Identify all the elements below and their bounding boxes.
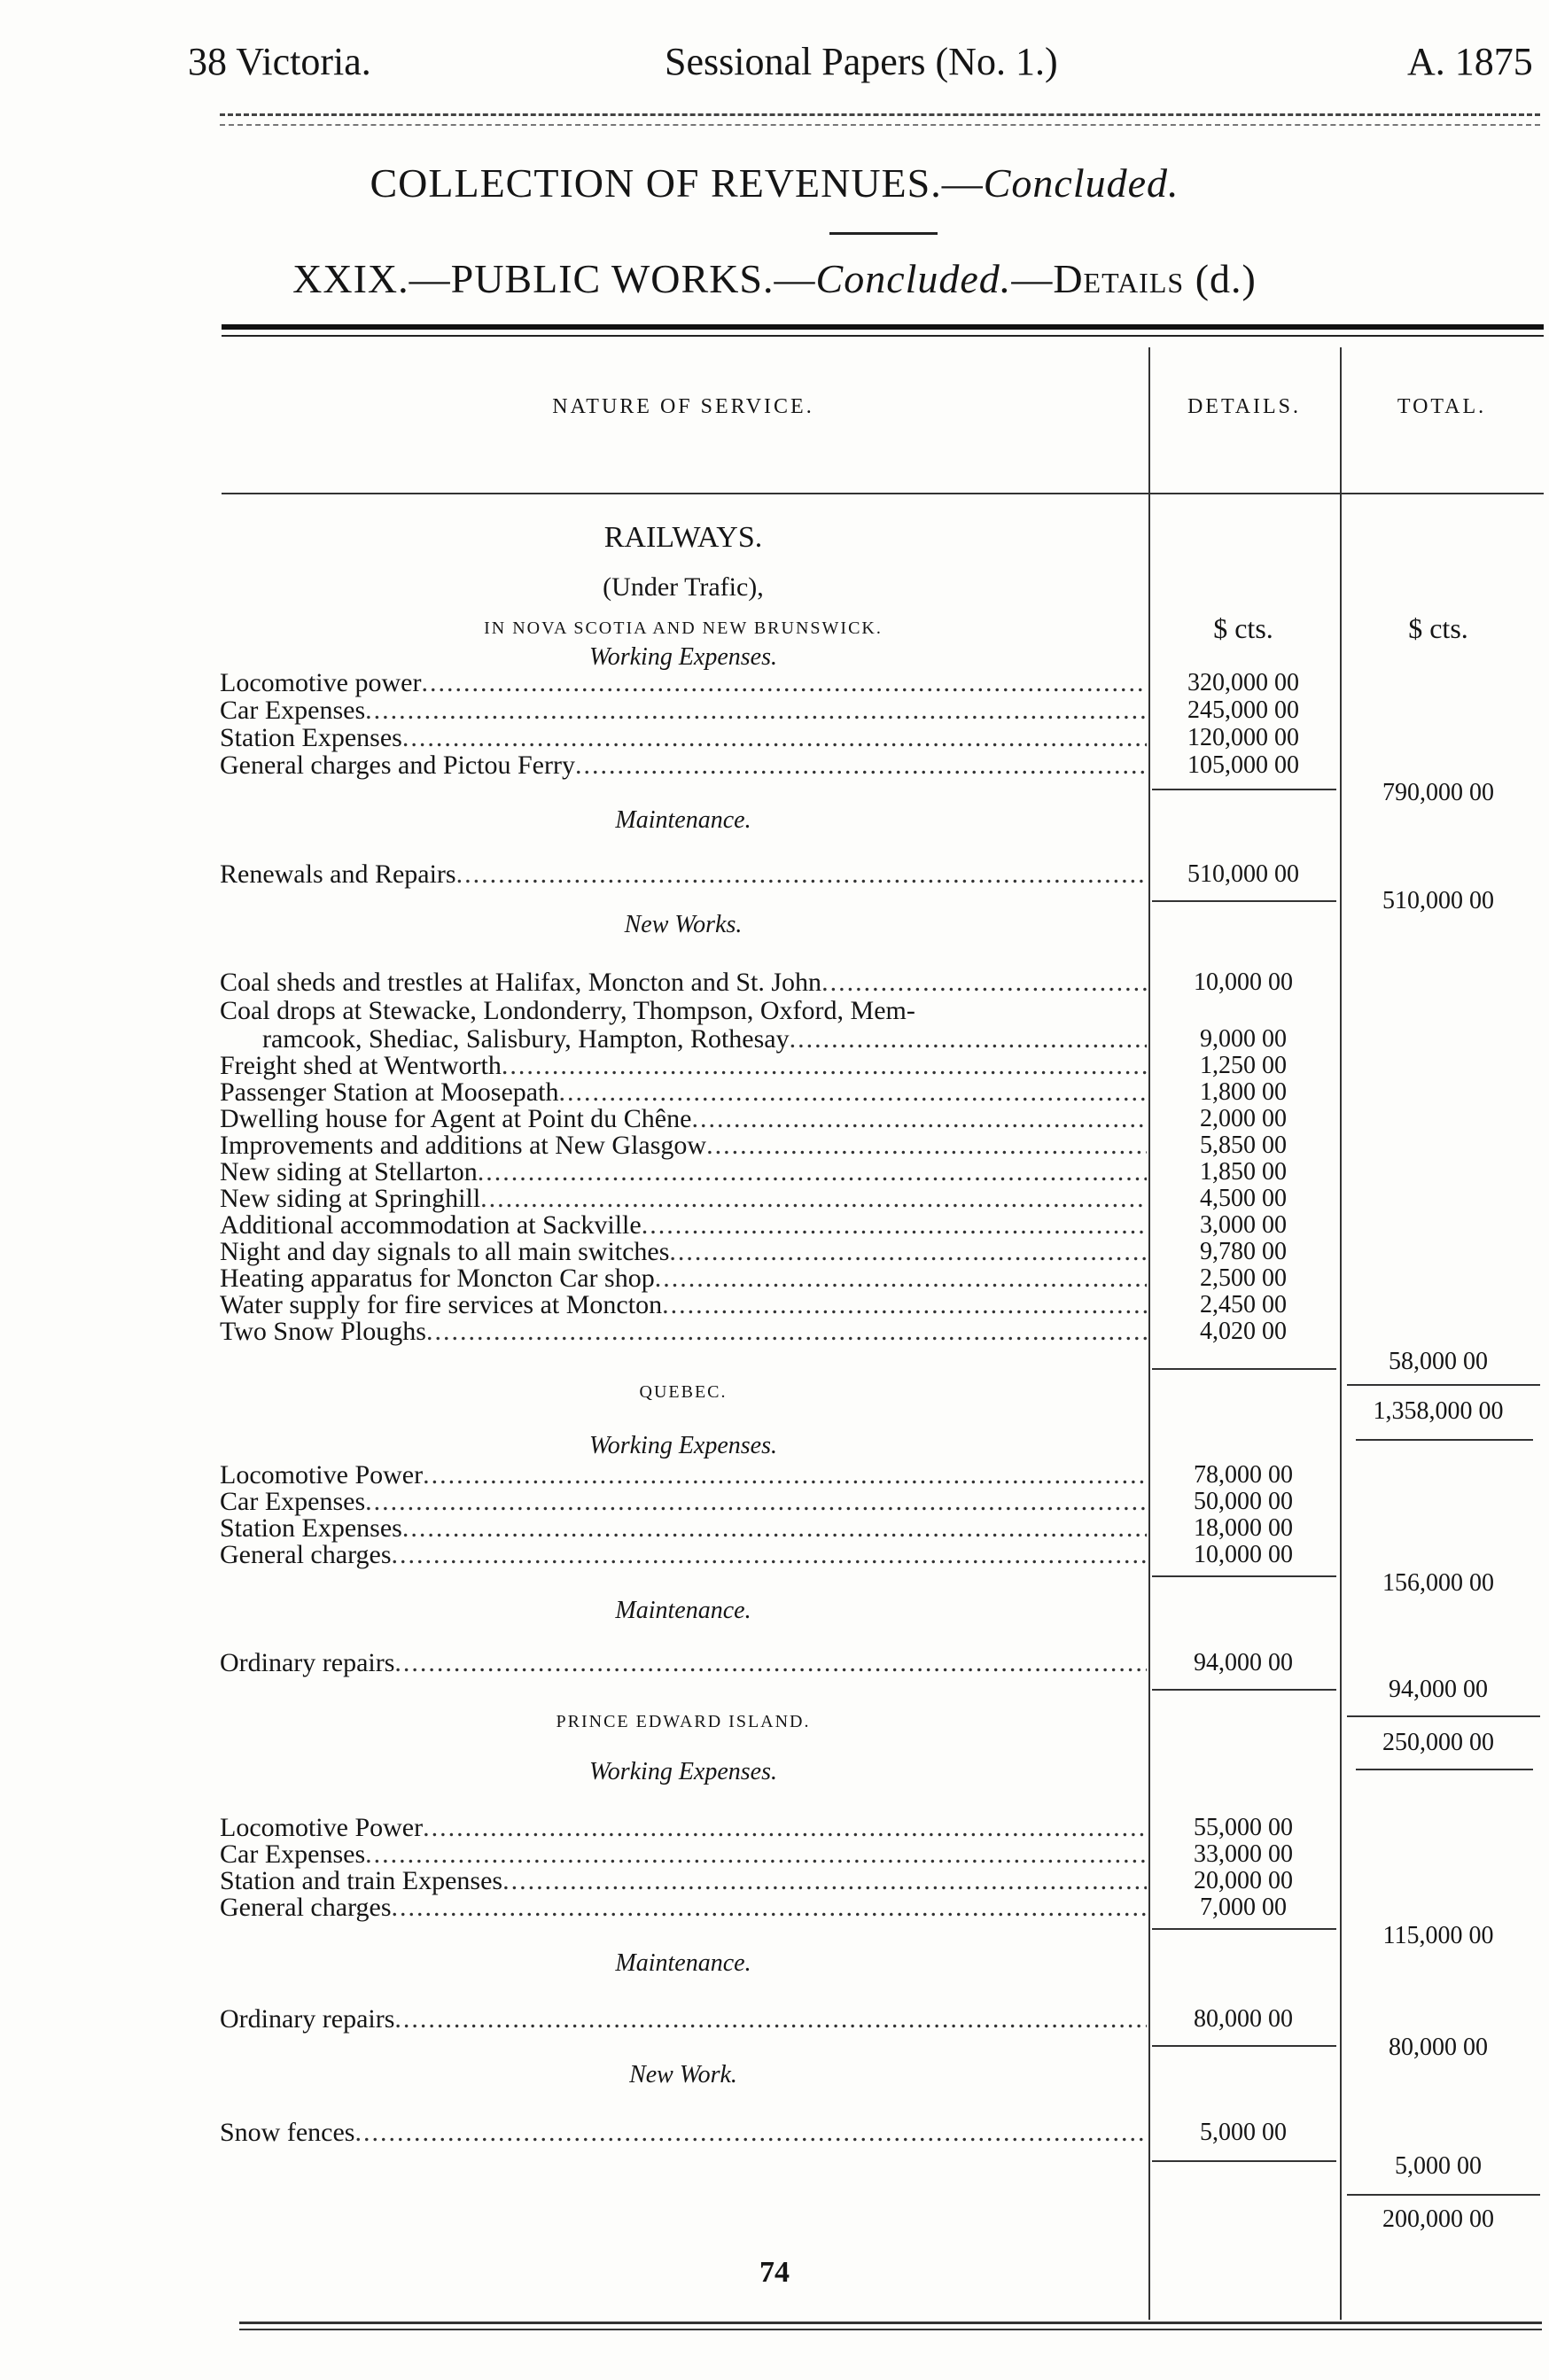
subtotal-rule — [1152, 1689, 1336, 1691]
list-item: ramcook, Shediac, Salisbury, Hampton, Rothesay ..... — [262, 1024, 1147, 1054]
amount: 10,000 00 — [1194, 968, 1293, 996]
amount: 20,000 00 — [1194, 1867, 1293, 1894]
table-bottom-rule-thin — [239, 2329, 1542, 2330]
list-item: New siding at Springhill ..... — [220, 1184, 1147, 1214]
list-item: Coal sheds and trestles at Halifax, Moncton and St. John ..... — [220, 968, 1147, 998]
list-item: Car Expenses ..... — [220, 696, 1147, 726]
amount: 120,000 00 — [1187, 724, 1299, 751]
subtotal-rule — [1152, 1575, 1336, 1577]
title-italic: Concluded. — [983, 160, 1179, 206]
list-item: Ordinary repairs ..... — [220, 2004, 1147, 2034]
section-title-end: (d.) — [1184, 256, 1257, 301]
pei-heading: PRINCE EDWARD ISLAND. — [556, 1712, 811, 1731]
column-header-total: TOTAL. — [1397, 395, 1487, 418]
amount: 5,000 00 — [1200, 2119, 1287, 2146]
header-bottom-rule — [222, 493, 1544, 494]
pei-maint-total: 80,000 00 — [1389, 2034, 1488, 2061]
section-title-dash: — — [1011, 256, 1054, 301]
total-rule — [1347, 2194, 1540, 2196]
section-title-italic: Concluded. — [815, 256, 1012, 301]
list-item: General charges ..... — [220, 1540, 1147, 1570]
running-header — [0, 39, 1549, 92]
quebec-working-total: 156,000 00 — [1382, 1569, 1494, 1597]
amount: 80,000 00 — [1194, 2005, 1293, 2033]
list-item: Station Expenses ..... — [220, 1513, 1147, 1544]
ns-maintenance-heading: Maintenance. — [615, 806, 751, 834]
pei-new-total: 5,000 00 — [1395, 2152, 1482, 2180]
subtotal-rule — [1152, 789, 1336, 790]
subtotal-rule — [1152, 1928, 1336, 1930]
subtotal-rule — [1152, 2045, 1336, 2047]
ns-working-heading: Working Expenses. — [588, 643, 778, 671]
quebec-heading: QUEBEC. — [639, 1382, 728, 1402]
list-item: Coal drops at Stewacke, Londonderry, Thompson, Oxford, Mem- — [220, 996, 915, 1025]
amount: 2,000 00 — [1200, 1105, 1287, 1132]
pei-grand-total: 200,000 00 — [1382, 2205, 1494, 2233]
ns-working-total: 790,000 00 — [1382, 779, 1494, 806]
amount: 33,000 00 — [1194, 1840, 1293, 1868]
list-item: Station and train Expenses ..... — [220, 1866, 1147, 1896]
list-item: Renewals and Repairs ..... — [220, 859, 1147, 890]
header-rule-secondary — [220, 124, 1540, 126]
pei-working-total: 115,000 00 — [1382, 1922, 1494, 1949]
subtotal-rule — [1152, 2160, 1336, 2162]
list-item: Car Expenses ..... — [220, 1487, 1147, 1517]
quebec-maintenance-heading: Maintenance. — [615, 1597, 751, 1624]
ns-maint-total: 510,000 00 — [1382, 887, 1494, 914]
amount: 2,500 00 — [1200, 1264, 1287, 1292]
amount: 94,000 00 — [1194, 1649, 1293, 1676]
total-rule — [1347, 1384, 1540, 1386]
ns-grand-total: 1,358,000 00 — [1373, 1397, 1504, 1425]
amount: 10,000 00 — [1194, 1541, 1293, 1568]
table-top-rule-thin — [222, 335, 1544, 337]
amount: 50,000 00 — [1194, 1488, 1293, 1515]
title-main: COLLECTION OF REVENUES.— — [370, 160, 984, 206]
section-title — [0, 255, 1549, 302]
column-header-nature: NATURE OF SERVICE. — [552, 395, 814, 418]
list-item: Water supply for fire services at Moncton ..... — [220, 1290, 1147, 1320]
total-rule — [1347, 1715, 1540, 1717]
railways-under: (Under Trafic), — [603, 572, 764, 602]
header-left: 38 Victoria. — [188, 40, 371, 83]
list-item: General charges and Pictou Ferry ..... — [220, 751, 1147, 781]
amount: 1,850 00 — [1200, 1158, 1287, 1186]
page-number: 74 — [759, 2256, 790, 2289]
list-item: Improvements and additions at New Glasgow ..... — [220, 1131, 1147, 1161]
list-item: Two Snow Ploughs ..... — [220, 1317, 1147, 1347]
subtotal-rule — [1152, 900, 1336, 902]
list-item: Passenger Station at Moosepath ..... — [220, 1077, 1147, 1108]
quebec-maint-total: 94,000 00 — [1389, 1676, 1488, 1703]
header-right: A. 1875 — [1407, 40, 1533, 83]
amount: 78,000 00 — [1194, 1461, 1293, 1489]
list-item: Locomotive Power ..... — [220, 1813, 1147, 1843]
railways-heading: RAILWAYS. — [603, 521, 763, 554]
currency-details: $ cts. — [1213, 612, 1273, 644]
list-item: New siding at Stellarton ..... — [220, 1157, 1147, 1187]
table-top-rule — [222, 324, 1544, 330]
title-divider — [829, 232, 938, 235]
pei-new-work-heading: New Work. — [629, 2061, 737, 2088]
list-item: Dwelling house for Agent at Point du Chêne ..... — [220, 1104, 1147, 1134]
pei-maintenance-heading: Maintenance. — [615, 1949, 751, 1977]
amount: 245,000 00 — [1187, 696, 1299, 724]
list-item: Car Expenses ..... — [220, 1839, 1147, 1870]
list-item: Additional accommodation at Sackville ..... — [220, 1210, 1147, 1241]
ns-new-works-heading: New Works. — [624, 911, 743, 938]
amount: 5,850 00 — [1200, 1132, 1287, 1159]
amount: 2,450 00 — [1200, 1291, 1287, 1318]
amount: 1,250 00 — [1200, 1052, 1287, 1079]
ns-new-total: 58,000 00 — [1389, 1348, 1488, 1375]
amount: 3,000 00 — [1200, 1211, 1287, 1239]
list-item: Station Expenses ..... — [220, 723, 1147, 753]
list-item: Snow fences ..... — [220, 2118, 1147, 2148]
amount: 105,000 00 — [1187, 751, 1299, 779]
quebec-grand-total: 250,000 00 — [1382, 1729, 1494, 1756]
header-center: Sessional Papers (No. 1.) — [665, 40, 1058, 83]
list-item: General charges ..... — [220, 1893, 1147, 1923]
amount: 7,000 00 — [1200, 1894, 1287, 1921]
list-item: Freight shed at Wentworth ..... — [220, 1051, 1147, 1081]
list-item: Heating apparatus for Moncton Car shop ..... — [220, 1264, 1147, 1294]
amount: 510,000 00 — [1187, 860, 1299, 888]
amount: 1,800 00 — [1200, 1078, 1287, 1106]
amount: 320,000 00 — [1187, 669, 1299, 696]
amount: 18,000 00 — [1194, 1514, 1293, 1542]
column-header-details: DETAILS. — [1187, 395, 1302, 418]
currency-total: $ cts. — [1408, 612, 1468, 644]
section-title-details: Details — [1053, 256, 1185, 301]
list-item: Ordinary repairs ..... — [220, 1648, 1147, 1678]
section-title-main: XXIX.—PUBLIC WORKS.— — [292, 256, 816, 301]
subtotal-rule — [1152, 1368, 1336, 1370]
pei-working-heading: Working Expenses. — [588, 1758, 778, 1785]
list-item: Night and day signals to all main switches ..... — [220, 1237, 1147, 1267]
total-rule — [1356, 1439, 1533, 1441]
amount: 9,780 00 — [1200, 1238, 1287, 1265]
document-title — [0, 159, 1549, 206]
region-ns-nb: IN NOVA SCOTIA AND NEW BRUNSWICK. — [484, 618, 883, 638]
quebec-working-heading: Working Expenses. — [588, 1432, 778, 1459]
list-item: Locomotive power ..... — [220, 668, 1147, 698]
amount: 9,000 00 — [1200, 1025, 1287, 1053]
total-rule — [1356, 1769, 1533, 1770]
amount: 4,020 00 — [1200, 1318, 1287, 1345]
list-item: Locomotive Power ..... — [220, 1460, 1147, 1490]
amount: 4,500 00 — [1200, 1185, 1287, 1212]
header-rule — [220, 113, 1540, 116]
table-bottom-rule — [239, 2322, 1542, 2324]
amount: 55,000 00 — [1194, 1814, 1293, 1841]
